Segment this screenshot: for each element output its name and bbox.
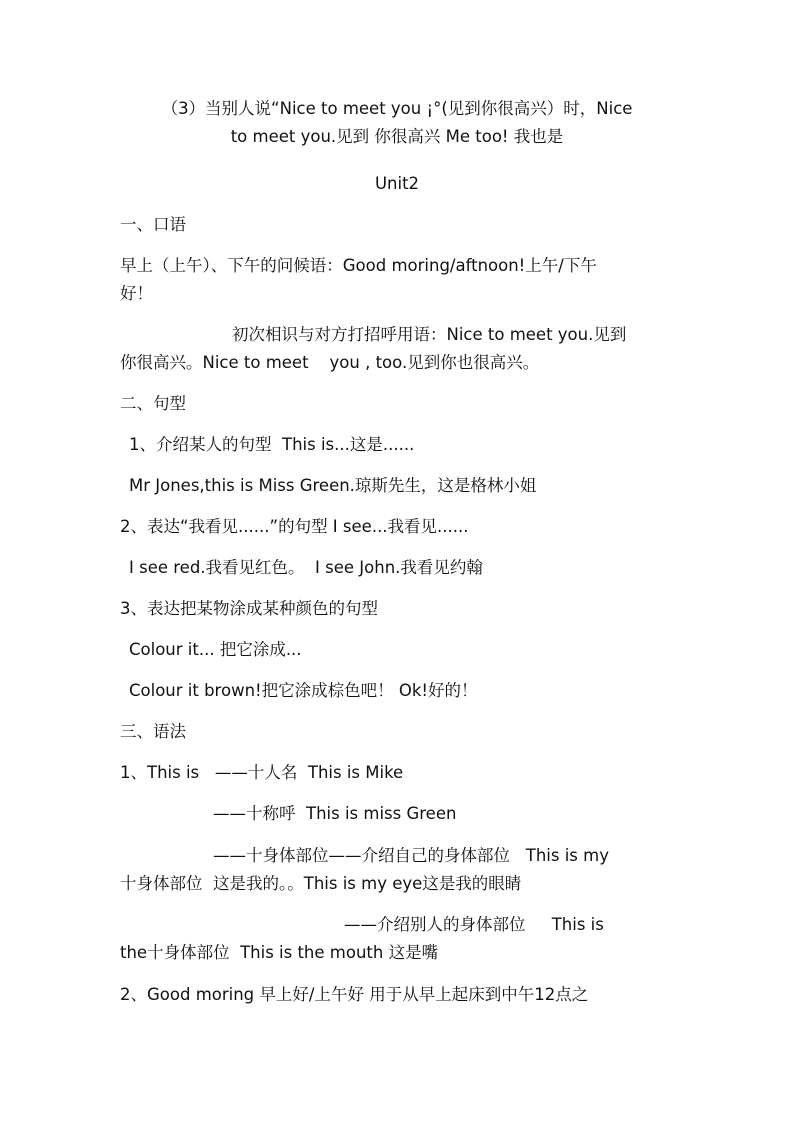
oral-greeting-line-2: 好！ — [120, 284, 153, 303]
intro-line-1: （3）当别人说“Nice to meet you ¡°(见到你很高兴）时，Nice — [161, 99, 633, 118]
pattern-1-heading: 1、介绍某人的句型 This is...这是...... — [129, 435, 415, 454]
pattern-1-example: Mr Jones,this is Miss Green.琼斯先生，这是格林小姐 — [129, 476, 537, 495]
oral-greeting-line-1: 早上（上午）、下午的问候语：Good moring/aftnoon!上午/下午 — [120, 256, 597, 275]
grammar-1-line-4: 十身体部位 这是我的。。This is my eye这是我的眼睛 — [120, 874, 522, 893]
grammar-1-line-1: 1、This is ——十人名 This is Mike — [120, 763, 404, 782]
grammar-1-line-5: ——介绍别人的身体部位 This is — [344, 915, 604, 934]
oral-intro-line-1: 初次相识与对方打招呼用语：Nice to meet you.见到 — [232, 325, 627, 344]
pattern-2-example: I see red.我看见红色。 I see John.我看见约翰 — [129, 558, 483, 577]
pattern-2-heading: 2、表达“我看见......”的句型 I see...我看见...... — [120, 517, 469, 536]
grammar-1-line-3: ——十身体部位——介绍自己的身体部位 This is my — [213, 846, 609, 865]
section-heading-patterns: 二、句型 — [120, 394, 186, 413]
oral-intro-line-2: 你很高兴。Nice to meet you , too.见到你也很高兴。 — [120, 353, 540, 372]
section-heading-grammar: 三、语法 — [120, 722, 186, 741]
grammar-1-line-6: the十身体部位 This is the mouth 这是嘴 — [120, 943, 439, 962]
pattern-3-example-1: Colour it... 把它涂成... — [129, 640, 302, 659]
pattern-3-example-2: Colour it brown!把它涂成棕色吧！ Ok!好的！ — [129, 681, 478, 700]
section-heading-oral: 一、口语 — [120, 215, 186, 234]
intro-line-2: to meet you.见到 你很高兴 Me too! 我也是 — [230, 127, 564, 146]
unit-title: Unit2 — [374, 174, 420, 193]
pattern-3-heading: 3、表达把某物涂成某种颜色的句型 — [120, 599, 378, 618]
grammar-1-line-2: ——十称呼 This is miss Green — [213, 804, 457, 823]
grammar-2-line-1: 2、Good moring 早上好/上午好 用于从早上起床到中午12点之 — [120, 985, 589, 1004]
